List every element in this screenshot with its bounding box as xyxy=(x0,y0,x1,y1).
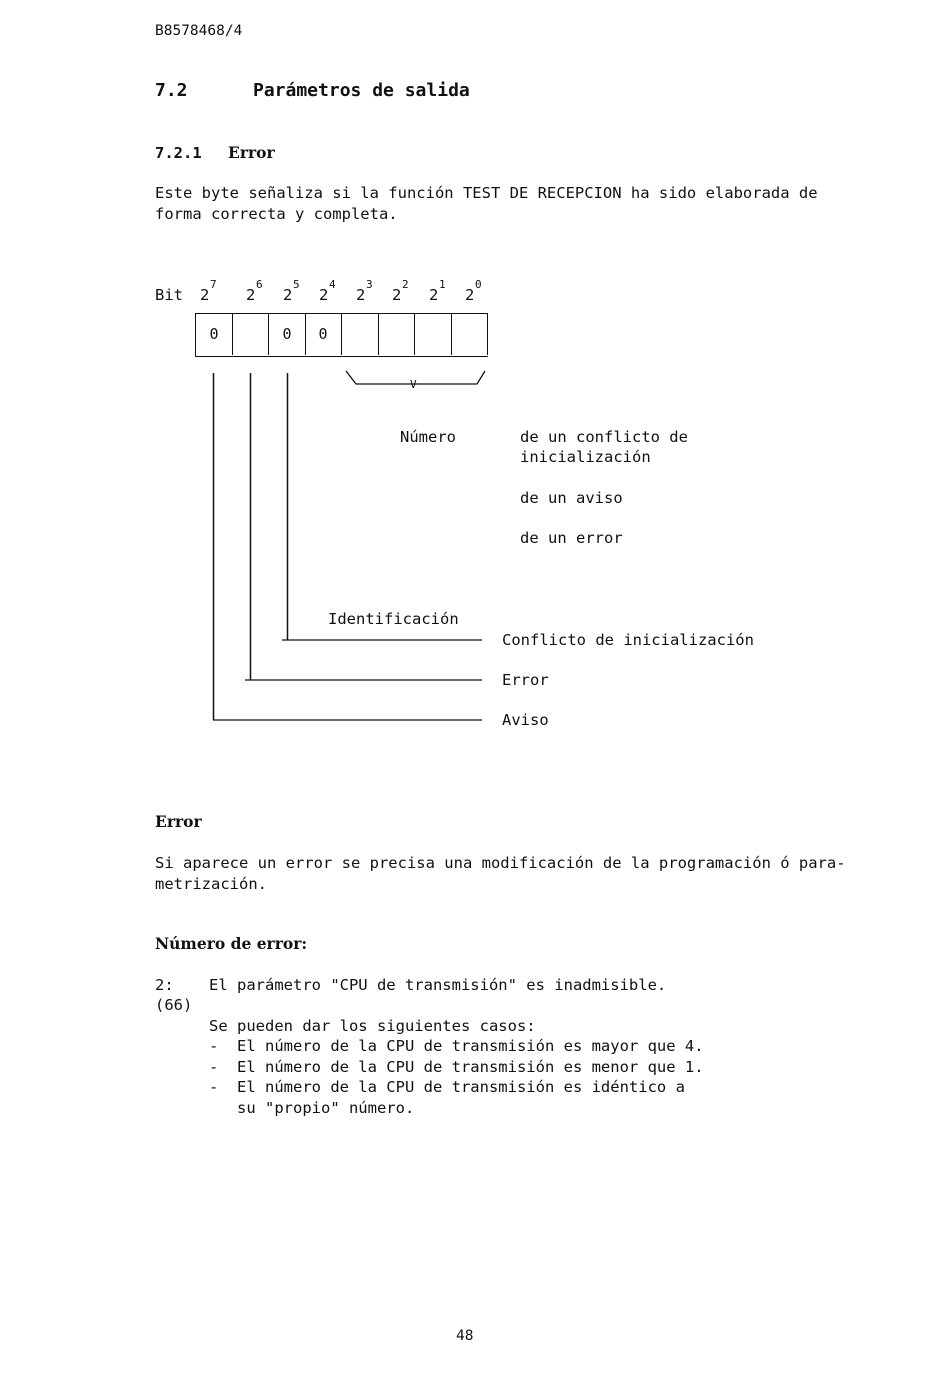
bit-7-base: 2 xyxy=(200,286,210,304)
error-code: 2: xyxy=(155,976,174,994)
bit-cell-5: 0 xyxy=(269,313,306,355)
bit-3-base: 2 xyxy=(356,286,366,304)
bit-label: Bit xyxy=(155,286,183,304)
brace-label: V xyxy=(410,378,417,391)
cases-intro: Se pueden dar los siguientes casos: xyxy=(209,1017,536,1035)
ident-label: Identificación xyxy=(328,610,459,628)
error-line-1: Si aparece un error se precisa una modificación de la programación ó para- xyxy=(155,854,846,872)
bit-6-exp: 6 xyxy=(256,278,263,291)
case-item-1: - El número de la CPU de transmisión es mayor que 4. xyxy=(209,1037,704,1055)
conflict-label: Conflicto de inicialización xyxy=(502,631,754,649)
numero-label: Número xyxy=(400,428,456,446)
bit-5-base: 2 xyxy=(283,286,293,304)
bit-0-base: 2 xyxy=(465,286,475,304)
error-desc: El parámetro "CPU de transmisión" es inadmisible. xyxy=(209,976,667,994)
bit-cell-7: 0 xyxy=(196,313,233,355)
bit-1-base: 2 xyxy=(429,286,439,304)
numero-desc-4: de un error xyxy=(520,529,623,547)
page-number: 48 xyxy=(456,1328,474,1344)
bit-5-exp: 5 xyxy=(293,278,300,291)
case-item-2: - El número de la CPU de transmisión es menor que 1. xyxy=(209,1058,704,1076)
aviso-label: Aviso xyxy=(502,711,549,729)
error-code-alt: (66) xyxy=(155,996,193,1014)
bit-0-exp: 0 xyxy=(475,278,482,291)
numero-desc-3: de un aviso xyxy=(520,489,623,507)
intro-line-2: forma correcta y completa. xyxy=(155,205,398,223)
subsection-number: 7.2.1 xyxy=(155,144,202,162)
error-line-2: metrización. xyxy=(155,875,267,893)
bit-7-exp: 7 xyxy=(210,278,217,291)
bit-2-exp: 2 xyxy=(402,278,409,291)
subsection-title: Error xyxy=(228,143,275,162)
document-id: B8578468/4 xyxy=(155,23,243,39)
error-heading: Error xyxy=(155,812,202,831)
case-item-4: su "propio" número. xyxy=(209,1099,415,1117)
section-title: Parámetros de salida xyxy=(253,80,470,101)
error-numbers-heading: Número de error: xyxy=(155,934,308,953)
bit-4-exp: 4 xyxy=(329,278,336,291)
bit-2-base: 2 xyxy=(392,286,402,304)
section-number: 7.2 xyxy=(155,80,188,101)
case-item-3: - El número de la CPU de transmisión es idéntico a xyxy=(209,1078,685,1096)
bit-1-exp: 1 xyxy=(439,278,446,291)
error-label: Error xyxy=(502,671,549,689)
bit-4-base: 2 xyxy=(319,286,329,304)
bit-6-base: 2 xyxy=(246,286,256,304)
intro-line-1: Este byte señaliza si la función TEST DE RECEPCION ha sido elaborada de xyxy=(155,184,818,202)
numero-desc-1: de un conflicto de xyxy=(520,428,688,446)
bit-3-exp: 3 xyxy=(366,278,373,291)
bit-cell-4: 0 xyxy=(305,313,342,355)
numero-desc-2: inicialización xyxy=(520,448,651,466)
